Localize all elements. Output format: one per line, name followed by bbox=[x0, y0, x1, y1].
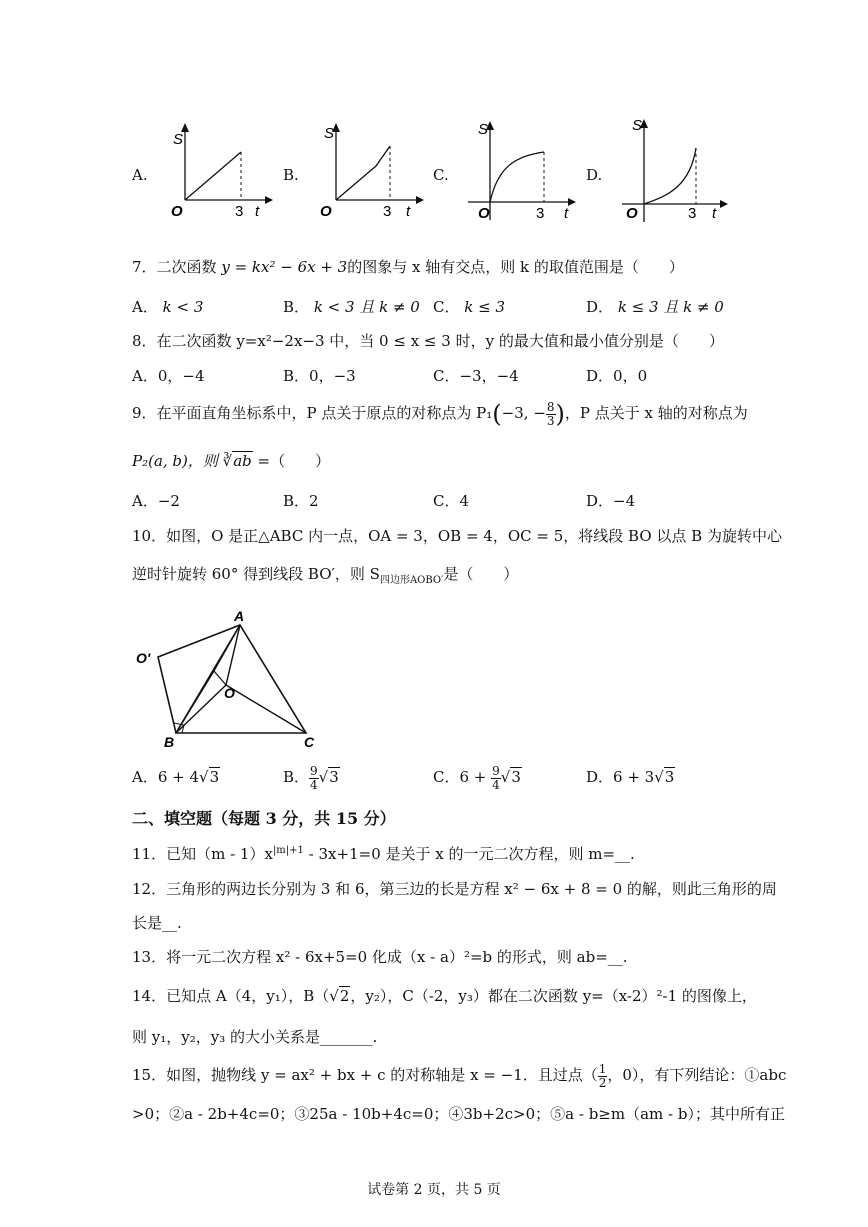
graph-option-d bbox=[620, 114, 730, 226]
question-12-line-2: 长是__. bbox=[132, 914, 182, 932]
graph-d-axis-y: S bbox=[632, 117, 643, 134]
graph-b-axis-x: t bbox=[406, 203, 411, 220]
question-7-number: 7． bbox=[132, 258, 157, 276]
question-7-pre: 二次函数 bbox=[156, 258, 222, 276]
graph-d-tick: 3 bbox=[688, 205, 697, 222]
graph-a-axis-x: t bbox=[255, 203, 260, 220]
q9-option-b: B．2 bbox=[283, 492, 319, 510]
question-9-line-1: 9．在平面直角坐标系中，P 点关于原点的对称点为 P₁(−3, − $\frac{8}{3}$ )，P 点关于 x 轴的对称点为 bbox=[132, 399, 748, 428]
graph-d-axis-x: t bbox=[712, 205, 717, 222]
question-7-formula: y = kx² − 6x + 3 bbox=[221, 258, 348, 276]
graph-d-origin: O bbox=[626, 205, 638, 222]
label-A: A bbox=[234, 608, 245, 624]
q10-option-b: B． $\frac{9}{4}$ √3 bbox=[283, 763, 339, 792]
graph-b-origin: O bbox=[320, 203, 332, 220]
question-15-line-1: 15．如图，抛物线 y = ax² + bx + c 的对称轴是 x = −1．且过点（ $\frac{1}{2}$ ，0），有下列结论：①abc bbox=[132, 1061, 787, 1090]
question-10-line-2: 逆时针旋转 60° 得到线段 BO′，则 $S_{四边形AOBO'}$是（ ） bbox=[132, 565, 519, 586]
graph-a-axis-y: S bbox=[173, 131, 184, 148]
q9-option-c: C．4 bbox=[433, 492, 470, 510]
label-O-prime: O′ bbox=[136, 650, 151, 666]
question-14-line-1: 14．已知点 A（4，y₁），B（√2，y₂），C（-2，y₃）都在二次函数 y=（x-2）²-1 的图像上， bbox=[132, 987, 757, 1005]
q10-option-a: A．6 + 4√3 bbox=[132, 768, 220, 786]
q9-option-d: D．−4 bbox=[586, 492, 636, 510]
question-7 bbox=[132, 256, 684, 277]
graph-option-a bbox=[165, 120, 275, 220]
question-8-number: 8． bbox=[132, 332, 157, 350]
graph-option-b bbox=[316, 120, 426, 220]
q7-option-c: C． k ≤ 3 bbox=[433, 298, 506, 316]
q8-option-a: A．0，−4 bbox=[132, 367, 205, 385]
question-8-text: 在二次函数 y=x²−2x−3 中，当 0 ≤ x ≤ 3 时，y 的最大值和最小值分别是（ ） bbox=[156, 332, 724, 350]
question-10-line-1: 10．如图，O 是正△ABC 内一点，OA = 3，OB = 4，OC = 5，将线段 BO 以点 B 为旋转中心 bbox=[132, 527, 782, 545]
q7-option-a: A． k < 3 bbox=[132, 298, 204, 316]
graph-option-c-letter: C. bbox=[433, 166, 449, 184]
question-15-line-2: >0；②a - 2b+4c=0；③25a - 10b+4c=0；④3b+2c>0；⑤a - b≥m（am - b）；其中所有正 bbox=[132, 1105, 785, 1123]
triangle-rotation-figure bbox=[130, 605, 330, 750]
section-2-title: 二、填空题（每题 3 分，共 15 分） bbox=[132, 809, 396, 828]
q10-option-c: C．6 + $\frac{9}{4}$ √3 bbox=[433, 763, 521, 792]
page-footer: 试卷第 2 页，共 5 页 bbox=[367, 1182, 501, 1198]
question-13: 13．将一元二次方程 x² - 6x+5=0 化成（x - a）²=b 的形式，则 ab=__. bbox=[132, 948, 628, 966]
question-9-line-2: P₂(a, b)，则 ∛ab =（ ） bbox=[132, 452, 331, 470]
question-8 bbox=[132, 330, 724, 351]
q8-option-c: C．−3，−4 bbox=[433, 367, 519, 385]
graph-c-origin: O bbox=[478, 205, 490, 222]
graph-c-axis-y: S bbox=[478, 121, 489, 138]
q8-option-b: B．0，−3 bbox=[283, 367, 356, 385]
question-11: 11．已知$(m - 1)x^{|m|+1} - 3x+1=0$ 是关于 x 的一元二次方程，则 m=__. bbox=[132, 845, 635, 863]
q10-option-d: D．6 + 3√3 bbox=[586, 768, 675, 786]
label-B: B bbox=[164, 734, 175, 750]
graph-option-d-letter: D. bbox=[586, 166, 603, 184]
label-C: C bbox=[304, 734, 315, 750]
q7-option-d: D． k ≤ 3 且 k ≠ 0 bbox=[586, 298, 724, 316]
label-O: O bbox=[224, 685, 235, 701]
fraction-8-3: $\frac{8}{3}$ bbox=[546, 399, 555, 428]
q9-option-a: A．−2 bbox=[132, 492, 180, 510]
graph-option-c bbox=[466, 116, 578, 224]
graph-option-b-letter: B. bbox=[283, 166, 299, 184]
graph-a-tick: 3 bbox=[235, 203, 244, 220]
question-12-line-1: 12．三角形的两边长分别为 3 和 6，第三边的长是方程 x² − 6x + 8 = 0 的解，则此三角形的周 bbox=[132, 880, 777, 898]
graph-c-tick: 3 bbox=[536, 205, 545, 222]
question-14-line-2: 则 y₁，y₂，y₃ 的大小关系是_______. bbox=[132, 1028, 378, 1046]
graph-option-a-letter: A. bbox=[132, 166, 148, 184]
graph-b-tick: 3 bbox=[383, 203, 392, 220]
graph-b-axis-y: S bbox=[324, 125, 335, 142]
q7-option-b: B． k < 3 且 k ≠ 0 bbox=[283, 298, 420, 316]
graph-c-axis-x: t bbox=[564, 205, 569, 222]
question-7-post: 的图象与 x 轴有交点，则 k 的取值范围是（ ） bbox=[347, 258, 684, 276]
graph-a-origin: O bbox=[171, 203, 183, 220]
q8-option-d: D．0，0 bbox=[586, 367, 648, 385]
